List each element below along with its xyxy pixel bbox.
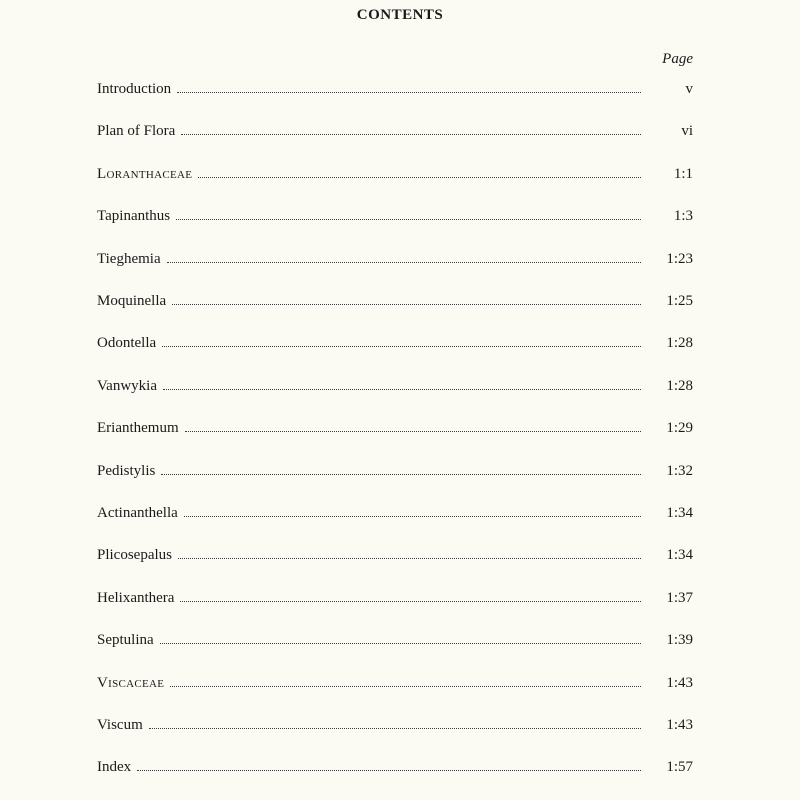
dot-leader bbox=[184, 515, 641, 517]
toc-entry-label: Erianthemum bbox=[97, 420, 179, 437]
toc-entry-page: v bbox=[685, 81, 693, 97]
toc-entry-page: 1:28 bbox=[666, 377, 693, 394]
toc-entry bbox=[97, 675, 693, 697]
toc-entry-label: Tapinanthus bbox=[97, 208, 171, 225]
toc-entry bbox=[97, 251, 693, 273]
toc-entry bbox=[97, 166, 693, 188]
toc-entry bbox=[97, 420, 693, 442]
toc-entry-label: Actinanthella bbox=[97, 505, 178, 521]
dot-leader bbox=[161, 473, 641, 475]
toc-entry-label: Moquinella bbox=[97, 293, 167, 309]
toc-entry-page: 1:39 bbox=[666, 632, 693, 649]
toc-entry-page: 1:34 bbox=[666, 547, 693, 564]
toc-entry-label: Tieghemia bbox=[97, 250, 161, 267]
toc-entry bbox=[97, 759, 693, 781]
toc-entry-page: 1:3 bbox=[673, 208, 693, 225]
toc-entry-page: 1:1 bbox=[673, 165, 693, 182]
toc-entry-page: 1:43 bbox=[666, 674, 693, 691]
dot-leader bbox=[185, 430, 641, 432]
toc-entry-page: 1:28 bbox=[666, 335, 693, 352]
toc-entry-label: Plicosepalus bbox=[97, 547, 172, 564]
dot-leader bbox=[177, 91, 641, 93]
dot-leader bbox=[167, 261, 641, 263]
toc-entry bbox=[97, 293, 693, 315]
toc-entry-label: Introduction bbox=[97, 81, 172, 97]
dot-leader bbox=[172, 303, 641, 305]
dot-leader bbox=[160, 642, 641, 644]
toc-entry-label: Loranthaceae bbox=[97, 165, 193, 182]
toc-entry-label: Septulina bbox=[97, 632, 154, 649]
toc-entry-label: Viscaceae bbox=[97, 674, 165, 691]
toc-entry-label: Viscum bbox=[97, 717, 143, 733]
toc-entry-label: Index bbox=[97, 759, 132, 776]
toc-entry bbox=[97, 463, 693, 485]
toc-entry bbox=[97, 81, 693, 103]
dot-leader bbox=[162, 345, 641, 347]
toc-entry-page: 1:32 bbox=[666, 462, 693, 479]
dot-leader bbox=[198, 176, 641, 178]
toc-entry bbox=[97, 505, 693, 527]
toc-entry-label: Plan of Flora bbox=[97, 123, 176, 140]
toc-entry-label: Pedistylis bbox=[97, 462, 156, 479]
dot-leader bbox=[163, 388, 641, 390]
toc-entry-page: 1:57 bbox=[666, 759, 693, 776]
toc-entry-page: 1:25 bbox=[666, 293, 693, 309]
toc-entry-page: 1:37 bbox=[666, 589, 693, 606]
toc-entry bbox=[97, 632, 693, 654]
toc-entry-page: 1:23 bbox=[666, 250, 693, 267]
page-title: CONTENTS bbox=[356, 7, 444, 23]
dot-leader bbox=[149, 727, 641, 729]
toc-entry-label: Helixanthera bbox=[97, 589, 175, 606]
dot-leader bbox=[170, 685, 641, 687]
toc-entry bbox=[97, 717, 693, 739]
toc-entry bbox=[97, 547, 693, 569]
toc-entry-page: 1:34 bbox=[666, 505, 693, 521]
toc-entry-page: 1:43 bbox=[666, 717, 693, 733]
toc-entry bbox=[97, 208, 693, 230]
dot-leader bbox=[181, 133, 641, 135]
dot-leader bbox=[180, 600, 641, 602]
toc-entry bbox=[97, 590, 693, 612]
dot-leader bbox=[176, 218, 641, 220]
toc-entry bbox=[97, 335, 693, 357]
page-column-label: Page bbox=[662, 51, 693, 67]
toc-entry bbox=[97, 378, 693, 400]
dot-leader bbox=[137, 769, 641, 771]
toc-entry-label: Odontella bbox=[97, 335, 157, 352]
toc-entry-page: vi bbox=[681, 123, 693, 140]
toc-entry bbox=[97, 123, 693, 145]
toc-entry-page: 1:29 bbox=[666, 420, 693, 437]
dot-leader bbox=[178, 557, 641, 559]
toc-entry-label: Vanwykia bbox=[97, 377, 157, 394]
